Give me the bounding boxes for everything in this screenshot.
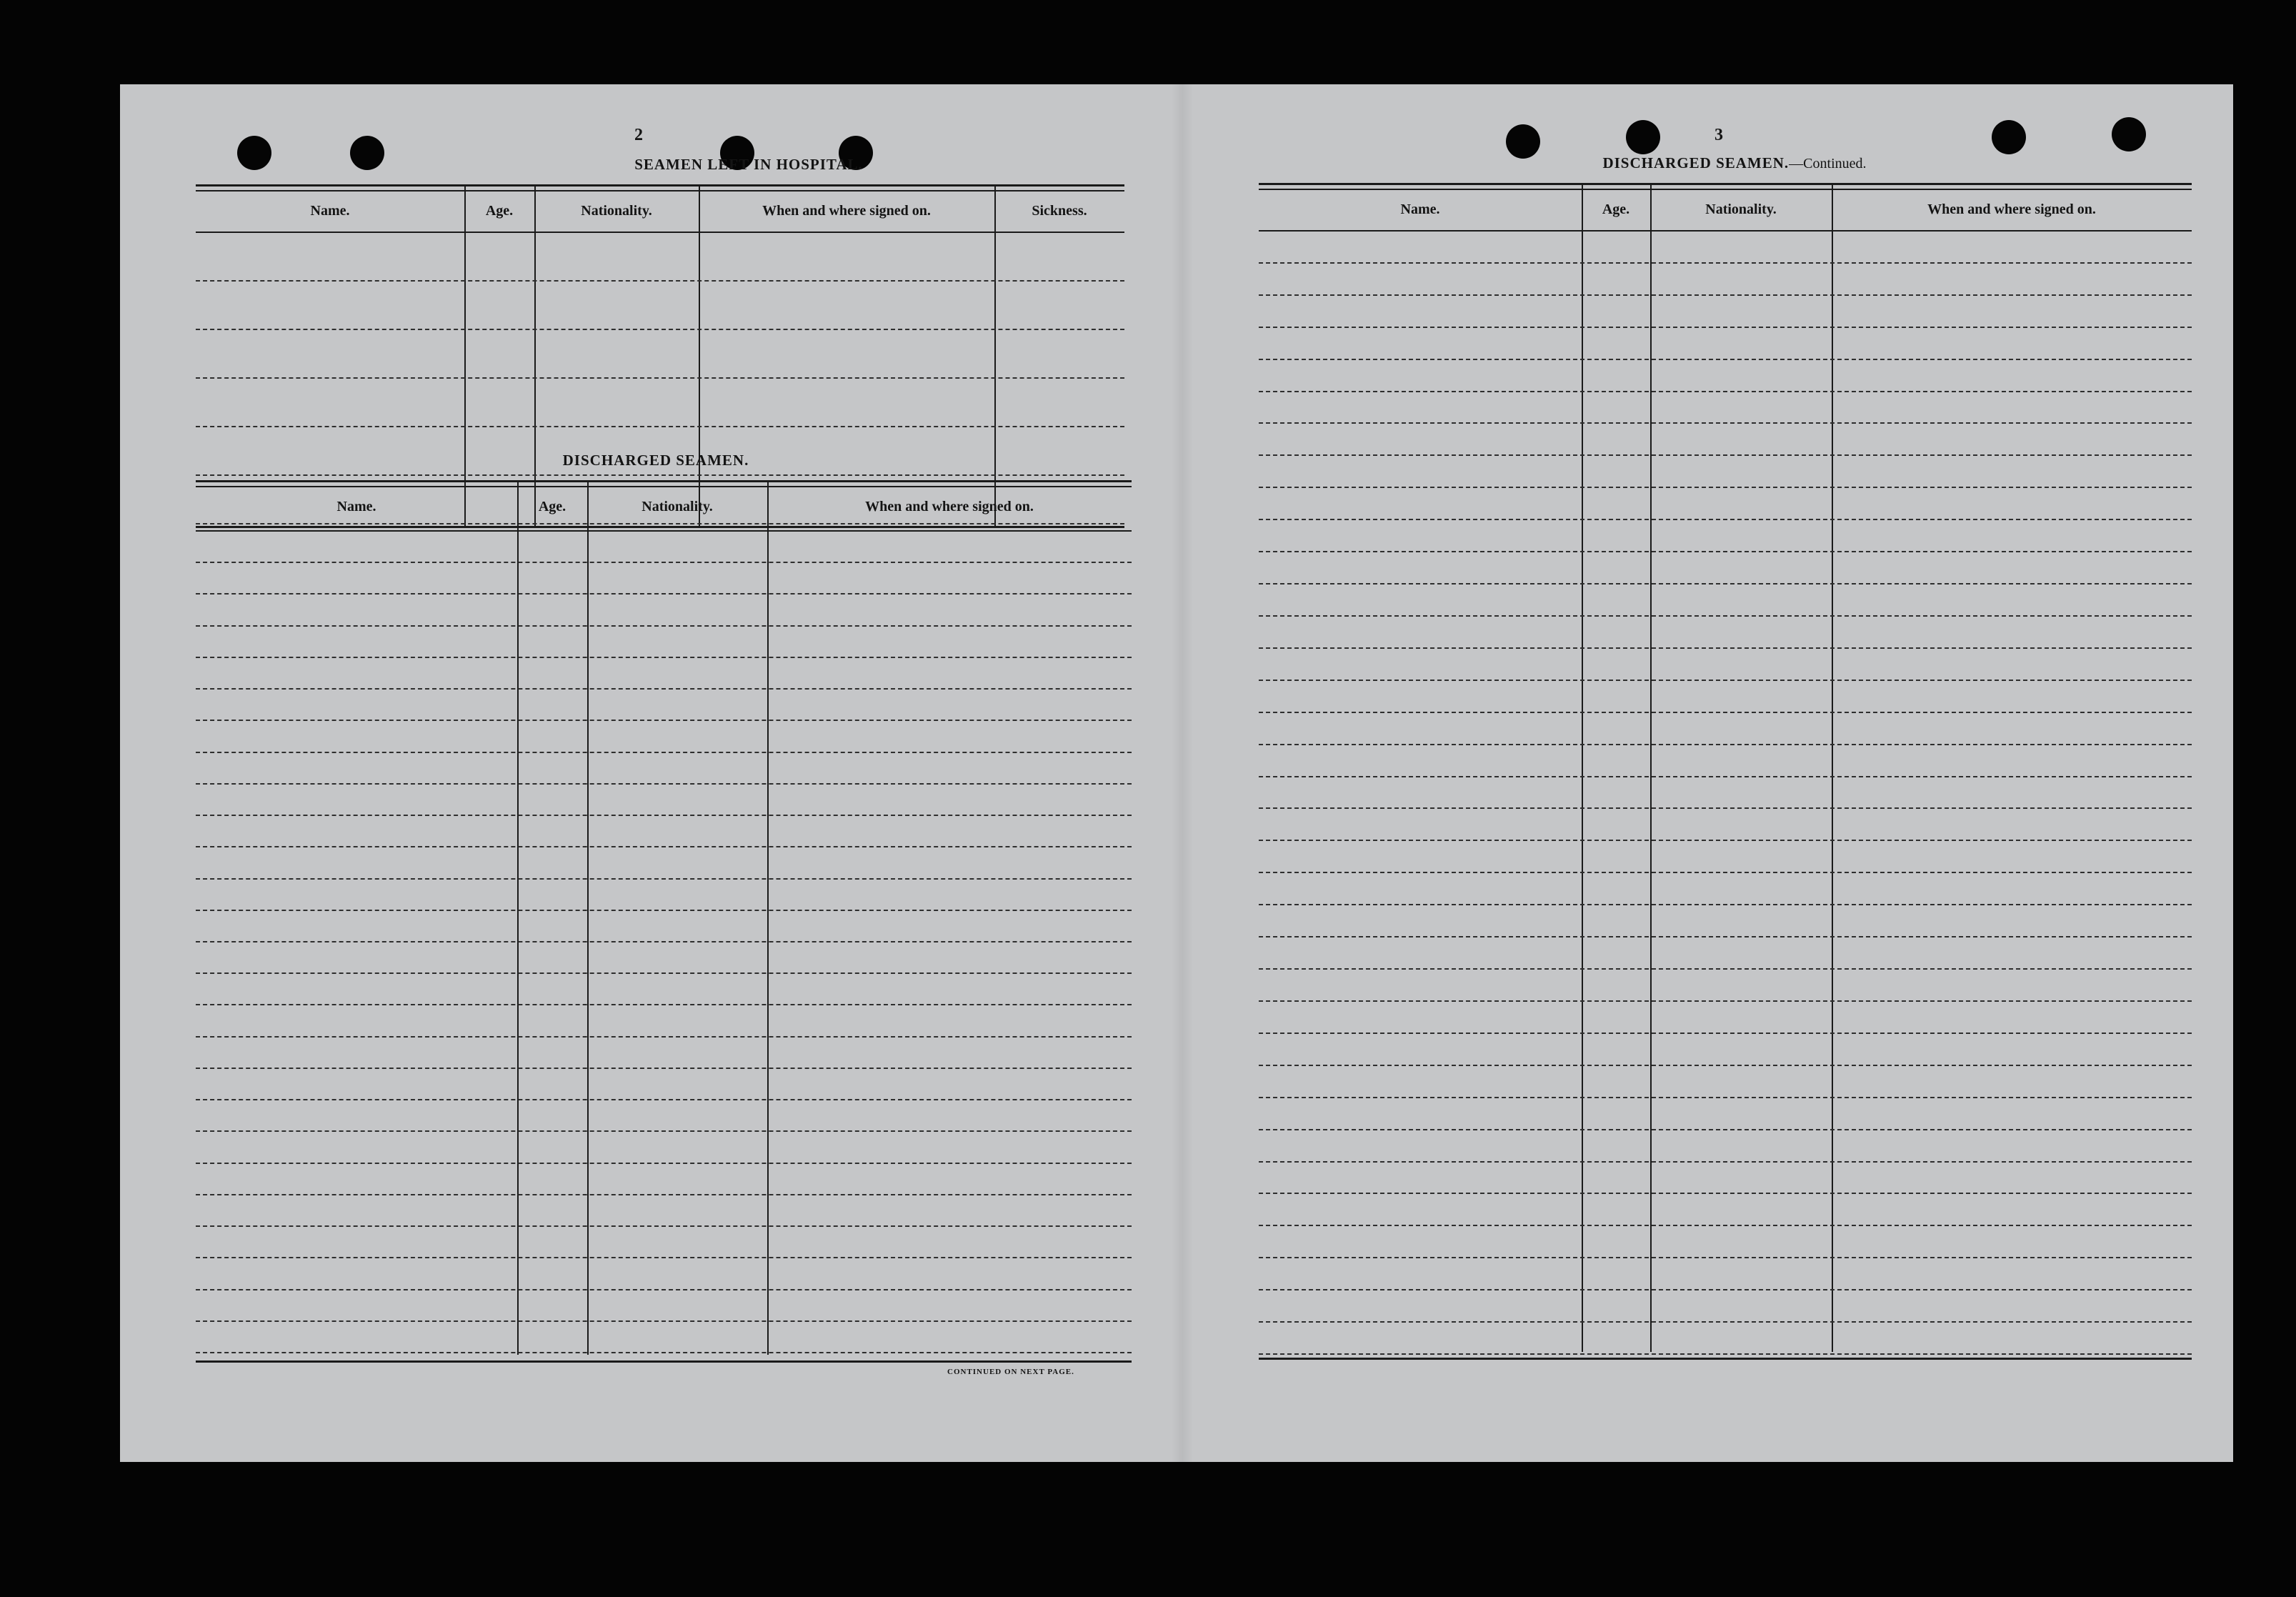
blank-entry-row bbox=[1259, 936, 2192, 937]
blank-entry-row bbox=[196, 593, 1132, 594]
blank-entry-row bbox=[196, 1320, 1132, 1322]
blank-entry-row bbox=[196, 1225, 1132, 1227]
blank-entry-row bbox=[1259, 680, 2192, 681]
header-rule bbox=[196, 232, 1124, 233]
table-top-rule bbox=[196, 184, 1124, 186]
blank-entry-row bbox=[1259, 1065, 2192, 1066]
blank-entry-row bbox=[1259, 1321, 2192, 1323]
blank-entry-row bbox=[1259, 807, 2192, 809]
blank-entry-row bbox=[1259, 1193, 2192, 1194]
blank-entry-row bbox=[1259, 454, 2192, 456]
column-header-nationality: Nationality. bbox=[642, 499, 713, 514]
heading-text: DISCHARGED SEAMEN. bbox=[1602, 154, 1790, 171]
column-header-nationality: Nationality. bbox=[1705, 202, 1777, 217]
column-header-name: Name. bbox=[336, 499, 376, 514]
blank-entry-row bbox=[1259, 1161, 2192, 1163]
column-header-signed-on: When and where signed on. bbox=[865, 499, 1034, 514]
blank-entry-row bbox=[196, 625, 1132, 627]
blank-entry-row bbox=[1259, 1097, 2192, 1098]
page-number-right: 3 bbox=[1714, 126, 1723, 144]
blank-entry-row bbox=[1259, 744, 2192, 745]
blank-entry-row bbox=[1259, 1353, 2192, 1355]
column-divider bbox=[517, 480, 519, 1355]
hospital-section-heading: SEAMEN LEFT IN HOSPITAL. bbox=[634, 156, 863, 173]
blank-entry-row bbox=[196, 1036, 1132, 1038]
blank-entry-row bbox=[1259, 551, 2192, 552]
discharged-section-heading: DISCHARGED SEAMEN. bbox=[562, 452, 749, 469]
blank-entry-row bbox=[1259, 840, 2192, 841]
blank-entry-row bbox=[196, 720, 1132, 721]
blank-entry-row bbox=[196, 329, 1124, 330]
blank-entry-row bbox=[196, 815, 1132, 816]
punch-hole bbox=[1506, 124, 1540, 159]
blank-entry-row bbox=[1259, 712, 2192, 713]
discharged-table-right bbox=[1259, 183, 2192, 1369]
table-top-rule bbox=[196, 480, 1132, 482]
blank-entry-row bbox=[1259, 904, 2192, 905]
punch-hole bbox=[1992, 120, 2026, 154]
blank-entry-row bbox=[1259, 1000, 2192, 1002]
column-header-age: Age. bbox=[538, 499, 566, 514]
page-number-left: 2 bbox=[634, 126, 643, 144]
punch-hole bbox=[350, 136, 384, 170]
blank-entry-row bbox=[196, 280, 1124, 282]
punch-hole bbox=[2112, 117, 2146, 151]
blank-entry-row bbox=[196, 1068, 1132, 1069]
discharged-continued-heading bbox=[1449, 154, 2020, 172]
blank-entry-row bbox=[196, 688, 1132, 690]
center-fold bbox=[1172, 84, 1193, 1462]
column-header-age: Age. bbox=[1602, 202, 1630, 217]
hospital-table bbox=[196, 184, 1124, 527]
continued-footer-note: CONTINUED ON NEXT PAGE. bbox=[947, 1368, 1074, 1376]
blank-entry-row bbox=[1259, 294, 2192, 296]
punch-hole bbox=[237, 136, 271, 170]
column-divider bbox=[767, 480, 769, 1355]
blank-entry-row bbox=[196, 1194, 1132, 1195]
column-header-nationality: Nationality. bbox=[581, 203, 652, 219]
blank-entry-row bbox=[196, 562, 1132, 563]
blank-entry-row bbox=[1259, 968, 2192, 970]
table-top-rule-inner bbox=[196, 486, 1132, 487]
blank-entry-row bbox=[196, 910, 1132, 911]
discharged-table-left bbox=[196, 480, 1132, 1379]
blank-entry-row bbox=[1259, 359, 2192, 360]
blank-entry-row bbox=[1259, 519, 2192, 520]
blank-entry-row bbox=[1259, 487, 2192, 488]
column-header-signed-on: When and where signed on. bbox=[762, 203, 931, 219]
column-header-sickness: Sickness. bbox=[1032, 203, 1087, 219]
blank-entry-row bbox=[196, 377, 1124, 379]
blank-entry-row bbox=[196, 657, 1132, 658]
table-bottom-rule bbox=[196, 1360, 1132, 1363]
blank-entry-row bbox=[196, 1163, 1132, 1164]
blank-entry-row bbox=[1259, 1289, 2192, 1290]
blank-entry-row bbox=[196, 846, 1132, 847]
blank-entry-row bbox=[196, 1257, 1132, 1258]
blank-entry-row bbox=[1259, 647, 2192, 649]
column-header-name: Name. bbox=[1400, 202, 1440, 217]
blank-entry-row bbox=[196, 941, 1132, 942]
column-divider bbox=[587, 480, 589, 1355]
column-header-name: Name. bbox=[310, 203, 350, 219]
blank-entry-row bbox=[1259, 615, 2192, 617]
blank-entry-row bbox=[196, 1099, 1132, 1100]
blank-entry-row bbox=[1259, 872, 2192, 873]
blank-entry-row bbox=[196, 752, 1132, 753]
blank-entry-row bbox=[1259, 327, 2192, 328]
blank-entry-row bbox=[196, 783, 1132, 785]
header-rule bbox=[1259, 230, 2192, 232]
scanned-form-sheet bbox=[120, 84, 2233, 1462]
table-top-rule bbox=[1259, 183, 2192, 185]
blank-entry-row bbox=[196, 1004, 1132, 1005]
blank-entry-row bbox=[196, 1130, 1132, 1132]
blank-entry-row bbox=[196, 972, 1132, 974]
blank-entry-row bbox=[1259, 1225, 2192, 1226]
punch-hole bbox=[1626, 120, 1660, 154]
blank-entry-row bbox=[1259, 1257, 2192, 1258]
blank-entry-row bbox=[196, 1352, 1132, 1353]
table-top-rule-inner bbox=[1259, 189, 2192, 190]
table-bottom-rule bbox=[1259, 1358, 2192, 1360]
table-top-rule-inner bbox=[196, 190, 1124, 191]
blank-entry-row bbox=[196, 426, 1124, 427]
blank-entry-row bbox=[1259, 391, 2192, 392]
blank-entry-row bbox=[1259, 262, 2192, 264]
column-header-age: Age. bbox=[485, 203, 514, 219]
blank-entry-row bbox=[196, 474, 1124, 476]
blank-entry-row bbox=[1259, 776, 2192, 777]
blank-entry-row bbox=[1259, 1033, 2192, 1034]
blank-entry-row bbox=[1259, 1129, 2192, 1130]
column-header-signed-on: When and where signed on. bbox=[1927, 202, 2096, 217]
blank-entry-row bbox=[196, 878, 1132, 880]
heading-continued: —Continued. bbox=[1789, 156, 1867, 171]
blank-entry-row bbox=[1259, 422, 2192, 424]
header-rule bbox=[196, 530, 1132, 532]
blank-entry-row bbox=[1259, 583, 2192, 584]
blank-entry-row bbox=[196, 1289, 1132, 1290]
